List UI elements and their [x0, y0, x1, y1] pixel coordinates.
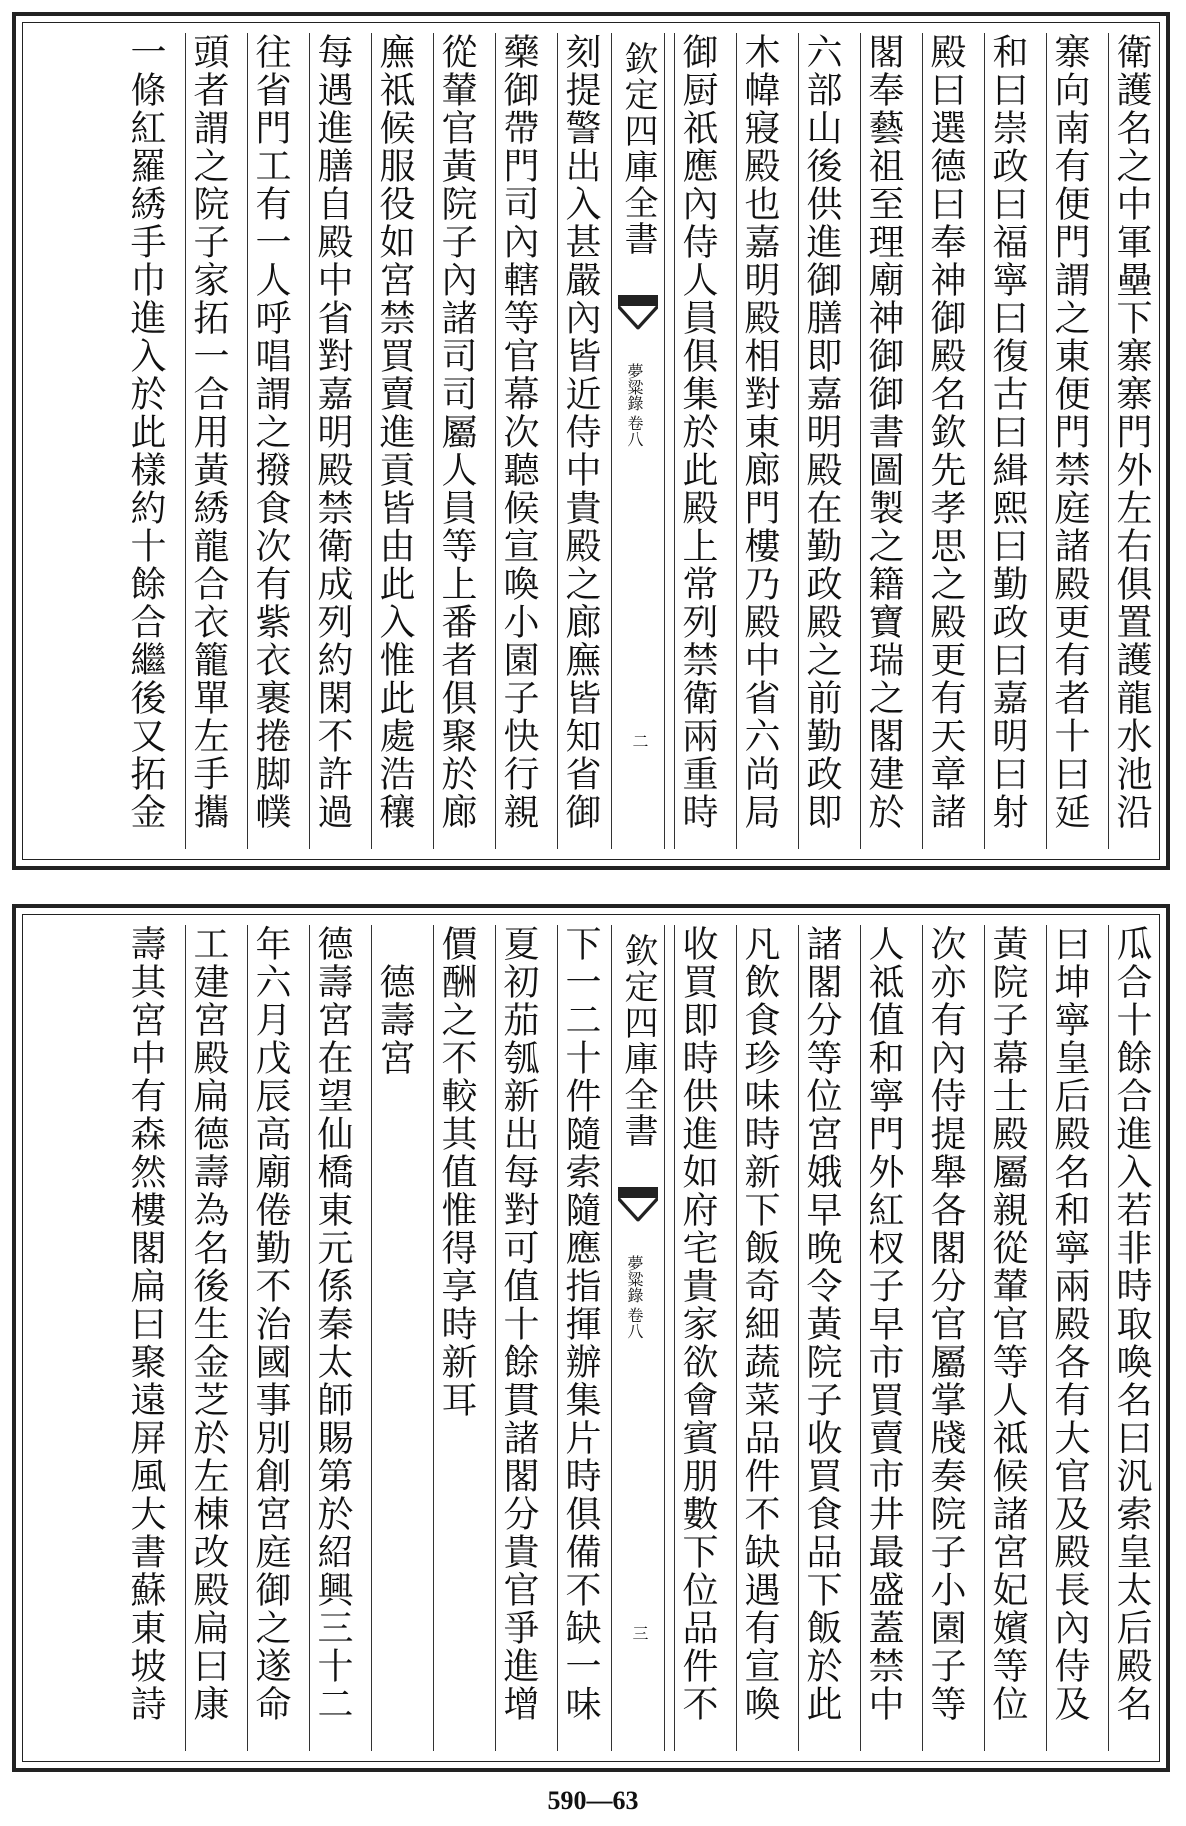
column-text: 頭者謂之院子家拓一合用黃綉龍合衣籠單左手攜 — [188, 33, 229, 831]
column-text: 瓜合十餘合進入若非時取喚名曰汎索皇太后殿名 — [1111, 925, 1152, 1723]
text-column — [1046, 33, 1091, 849]
page-label: 590—63 — [547, 1786, 639, 1815]
column-text: 曰坤寧皇后殿名和寧兩殿各有大官及殿長內侍及 — [1049, 925, 1090, 1723]
book-title: 欽定四庫全書 — [618, 41, 658, 257]
page-bottom — [12, 904, 1170, 1772]
column-text: 人祗值和寧門外紅杈子早市買賣市井最盛蓋禁中 — [863, 925, 904, 1723]
text-column — [984, 33, 1029, 849]
text-column — [860, 925, 905, 1751]
column-text: 從輦官黃院子內諸司司屬人員等上番者俱聚於廊 — [436, 33, 477, 831]
column-text: 刻提警出入甚嚴內皆近侍中貴殿之廊廡皆知省御 — [560, 33, 601, 831]
text-column — [736, 33, 781, 849]
text-column — [433, 33, 478, 849]
text-column — [123, 925, 167, 1751]
column-text: 和曰崇政曰福寧曰復古曰緝熙曰勤政曰嘉明曰射 — [987, 33, 1028, 831]
column-text: 衛護名之中軍壘下寨寨門外左右俱置護龍水池沿 — [1111, 33, 1152, 831]
column-text: 一條紅羅綉手巾進入於此樣約十餘合繼後又拓金 — [125, 33, 166, 831]
column-text: 收買即時供進如府宅貴家欲會賓朋數下位品件不 — [677, 925, 718, 1723]
volume-number: 卷八 — [625, 1307, 644, 1339]
text-column — [309, 33, 354, 849]
text-column — [798, 33, 843, 849]
text-column — [185, 33, 230, 849]
column-text: 德壽宮在望仙橋東元係秦太師賜第於紹興三十二 — [312, 925, 353, 1723]
center-fold — [611, 925, 665, 1751]
column-text: 夏初茄瓠新出每對可值十餘貫諸閣分貴官爭進增 — [498, 925, 539, 1723]
page-number: 三 — [630, 1625, 649, 1641]
fish-tail-icon — [618, 1187, 658, 1225]
book-title: 欽定四庫全書 — [618, 933, 658, 1149]
text-column — [185, 925, 230, 1751]
column-text: 木幃寢殿也嘉明殿相對東廊門樓乃殿中省六尚局 — [739, 33, 780, 831]
page-frame — [22, 914, 1160, 1762]
text-column — [247, 925, 292, 1751]
column-text: 壽其宮中有森然樓閣扁曰聚遠屏風大書蘇東坡詩 — [125, 925, 166, 1723]
text-column — [557, 33, 602, 849]
text-column — [557, 925, 602, 1751]
column-text: 年六月戊辰高廟倦勤不治國事別創宮庭御之遂命 — [250, 925, 291, 1723]
column-text: 藥御帶門司內轄等官幕次聽候宣喚小園子快行親 — [498, 33, 539, 831]
text-column — [309, 925, 354, 1751]
column-text: 黃院子幕士殿屬親從輦官等人祗候諸宮妃嬪等位 — [987, 925, 1028, 1723]
text-column — [371, 33, 416, 849]
column-text: 閣奉藝祖至理廟神御御書圖製之籍寶瑞之閣建於 — [863, 33, 904, 831]
text-column — [1046, 925, 1091, 1751]
section-heading-column — [371, 925, 416, 1751]
column-text: 御厨祇應內侍人員俱集於此殿上常列禁衛兩重時 — [677, 33, 718, 831]
column-text: 諸閣分等位宮娥早晚令黃院子收買食品下飯於此 — [801, 925, 842, 1723]
section-heading: 德壽宮 — [374, 925, 415, 1077]
text-column — [922, 925, 967, 1751]
column-text: 往省門工有一人呼唱謂之撥食次有紫衣裹捲脚幞 — [250, 33, 291, 831]
text-column — [860, 33, 905, 849]
volume-title: 夢粱錄 — [625, 1255, 644, 1303]
column-text: 下一二十件隨索隨應指揮辦集片時俱備不缺一味 — [560, 925, 601, 1723]
text-column — [1108, 925, 1153, 1751]
text-column — [736, 925, 781, 1751]
page-top — [12, 12, 1170, 870]
text-column — [433, 925, 478, 1751]
volume-number: 卷八 — [625, 415, 644, 447]
text-column — [922, 33, 967, 849]
text-column — [984, 925, 1029, 1751]
text-column — [1108, 33, 1153, 849]
text-column — [495, 925, 540, 1751]
text-column — [674, 925, 719, 1751]
column-text: 廡祗候服役如宮禁買賣進貢皆由此入惟此處浩穰 — [374, 33, 415, 831]
column-text: 殿曰選德曰奉神御殿名欽先孝思之殿更有天章諸 — [925, 33, 966, 831]
column-text: 次亦有內侍提舉各閣分官屬掌牋奏院子小園子等 — [925, 925, 966, 1723]
fish-tail-icon — [618, 295, 658, 333]
column-text: 寨向南有便門謂之東便門禁庭諸殿更有者十曰延 — [1049, 33, 1090, 831]
text-column — [495, 33, 540, 849]
column-text: 每遇進膳自殿中省對嘉明殿禁衛成列約閑不許過 — [312, 33, 353, 831]
center-fold — [611, 33, 665, 849]
text-column — [674, 33, 719, 849]
column-text: 凡飲食珍味時新下飯奇細蔬菜品件不缺遇有宣喚 — [739, 925, 780, 1723]
text-column — [123, 33, 167, 849]
text-column — [247, 33, 292, 849]
volume-title: 夢粱錄 — [625, 363, 644, 411]
page-frame — [22, 22, 1160, 860]
text-column — [798, 925, 843, 1751]
page-number: 二 — [630, 733, 649, 749]
column-text: 工建宮殿扁德壽為名後生金芝於左棟改殿扁曰康 — [188, 925, 229, 1723]
column-text: 價酬之不較其值惟得享時新耳 — [436, 925, 477, 1419]
column-text: 六部山後供進御膳即嘉明殿在勤政殿之前勤政即 — [801, 33, 842, 831]
